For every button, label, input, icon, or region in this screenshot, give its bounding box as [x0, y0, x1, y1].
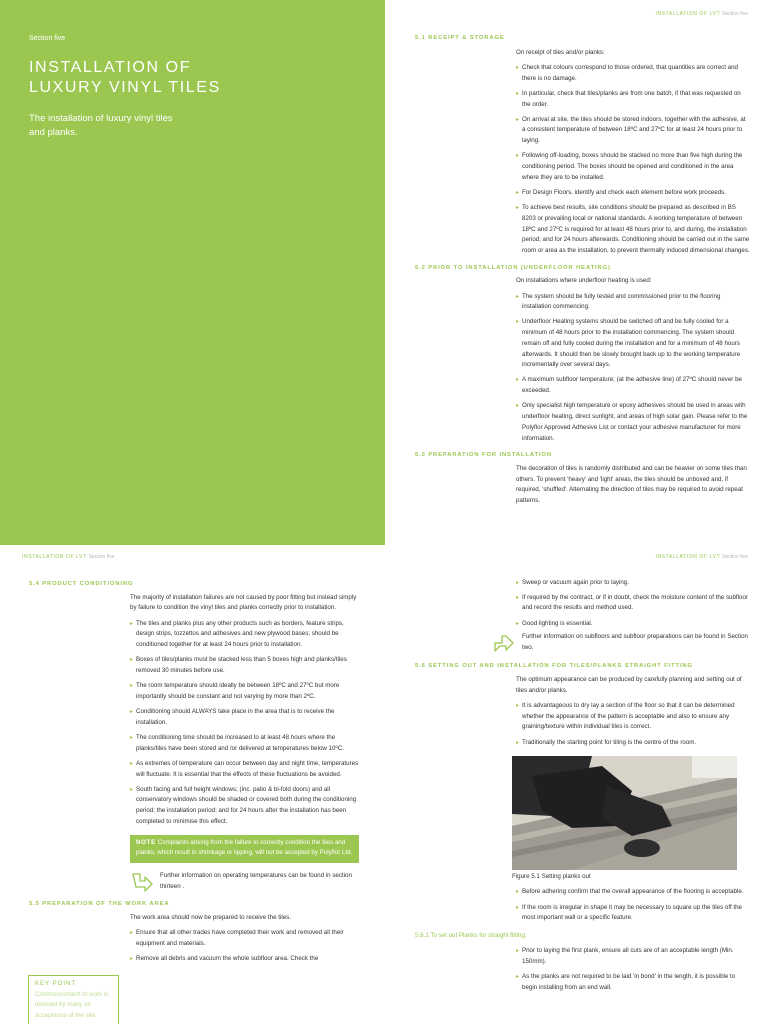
work-area-list-continued [516, 578, 750, 630]
list-item: ▸ Good lighting is essential. [516, 619, 750, 630]
page-4-column [415, 577, 750, 994]
key-point-box [28, 975, 119, 1024]
work-area-list [130, 928, 359, 965]
list-item: ▸ Check that colours correspond to those ordered, that quantities are correct and there is no damage. [516, 63, 750, 84]
heading-5-4: 5.4 PRODUCT CONDITIONING [29, 581, 134, 587]
list-item: ▸ As the planks are not required to be laid 'in bond' in the length, it is possible to begin installing from an end wall. [516, 972, 750, 993]
list-item: ▸ The conditioning time should be increased to at least 48 hours where the planks/tiles have been stored and /or delivered at temperatures below 10ºC. [130, 733, 359, 754]
setting-out-list [516, 701, 750, 748]
running-header-bottom-left [22, 554, 115, 560]
intro-line-2: and planks. [29, 127, 78, 138]
title-line-1: INSTALLATION OF [29, 59, 192, 76]
page-title [29, 58, 369, 98]
list-item: ▸ Only specialist high temperature or epoxy adhesives should be used in areas with underfloor heating, direct sunlight, and areas of high solar gain. Please refer to the Polyflor Approved Adhesive List or contact your adhesive manufacturer for more information. [516, 401, 750, 444]
heading-5-6-1: 5.6.1 To set out Planks for straight fitting: [415, 932, 527, 940]
list-item: ▸ Remove all debris and vacuum the whole subfloor area. Check the [130, 954, 359, 965]
planks-list [516, 946, 750, 993]
list-item: ▸ Prior to laying the first plank, ensure all cuts are of an acceptable length (Min. 150mm). [516, 946, 750, 967]
running-header-section: Section five [722, 11, 748, 17]
list-item: ▸ A maximum subfloor temperature; (at the adhesive line) of 27ºC should never be exceeded. [516, 375, 750, 396]
list-item: ▸ Underfloor Heating systems should be switched off and be fully cooled for a minimum of 48 hours prior to the installation commencing. The system should remain off and fully cooled during the installation and for a minimum of 48 hours afterwards. It should then be slowly brought back up to the working temperature incrementally over several days. [516, 317, 750, 371]
receipt-intro: On receipt of tiles and/or planks: [516, 48, 605, 56]
page-2-column [415, 33, 750, 507]
running-header-section: Section five [722, 554, 748, 560]
heading-5-1: 5.1 RECEIPT & STORAGE [415, 35, 505, 41]
running-header-bottom-right [655, 554, 748, 560]
work-area-intro: The work area should now be prepared to receive the tiles. [130, 913, 291, 921]
key-point-text: Commencement of work is deemed by many as acceptance of the site [35, 990, 109, 1020]
info-text: Further information on subfloors and subfloor preparations can be found in Section two. [522, 633, 748, 652]
section-cover-panel [0, 0, 385, 545]
list-item: ▸ It is advantageous to dry lay a section of the floor so that it can be determined whether the appearance of the pattern is acceptable and also to ensure any graining/texture within individual tiles is correct. [516, 701, 750, 733]
note-box [130, 835, 359, 863]
section-label: Section five [29, 35, 66, 42]
photo-illustration [512, 756, 737, 870]
arrow-pointer-icon [492, 632, 516, 654]
underfloor-intro: On installations where underfloor heating is used: [516, 277, 652, 285]
list-item: ▸ Ensure that all other trades have completed their work and removed all their equipment and materials. [130, 928, 359, 949]
list-item: ▸ To achieve best results, site conditions should be prepared as described in BS 8203 or prevailing local or national standards. A working temperature of between 18ºC and 27ºC is required for at least 48 hours prior to, and during, the installation period; and for 24 hours afterwards. Conditioning should be carried out in the same room or area as the installation, to prevent thermally induced dimensional changes. [516, 203, 750, 257]
underfloor-list [516, 292, 750, 445]
heading-5-3: 5.3 PREPARATION FOR INSTALLATION [415, 452, 552, 459]
conditioning-intro: The majority of installation failures are not caused by poor fitting but instead simply by failure to condition the vinyl tiles and planks correctly prior to installation. [130, 593, 357, 612]
receipt-list [516, 63, 750, 257]
confirm-list [516, 887, 750, 924]
running-header-title: INSTALLATION OF LVT [22, 554, 87, 560]
list-item: ▸ Sweep or vacuum again prior to laying. [516, 578, 750, 589]
list-item: ▸ The system should be fully tested and commissioned prior to the flooring installation commencing. [516, 292, 750, 313]
list-item: ▸ Boxes of tiles/planks must be stacked less than 5 boxes high and planks/tiles removed 30 minutes before use. [130, 655, 359, 676]
list-item: ▸ Following off-loading, boxes should be stacked no more than five high during the conditioning period. The boxes should be opened and conditioned in the area where they are to be installed. [516, 151, 750, 183]
list-item: ▸ The tiles and planks plus any other products such as borders, feature strips, design strips, tozzettos and adhesives and new plywood bases; should be conditioned together for at least 24 hours prior to installation. [130, 619, 359, 651]
running-header-title: INSTALLATION OF LVT [655, 554, 721, 560]
arrow-pointer-icon [130, 871, 154, 893]
page-3-column [29, 579, 359, 964]
title-line-2: LUXURY VINYL TILES [29, 79, 221, 96]
list-item: ▸ Before adhering confirm that the overall appearance of the flooring is acceptable. [516, 887, 750, 898]
heading-5-5: 5.5 PREPARATION OF THE WORK AREA [29, 900, 170, 907]
setting-planks-photo [512, 756, 737, 870]
running-header-title: INSTALLATION OF LVT [655, 11, 721, 17]
list-item: ▸ If required by the contract, or if in doubt, check the moisture content of the subfloor and record the results and method used. [516, 593, 750, 614]
preparation-body: The decoration of tiles is randomly distributed and can be heavier on some tiles than others. To prevent 'heavy' and 'light' areas, the tiles should be unboxed and, if required, 'shuffled'. Alternating the direction of tiles may be required to avoid repeat patterns. [516, 464, 747, 505]
intro-text [29, 112, 239, 140]
note-label: NOTE [136, 838, 156, 846]
conditioning-list [130, 619, 359, 828]
list-item: ▸ If the room is irregular in shape it may be necessary to square up the tiles off the most important wall or a specific feature. [516, 903, 750, 924]
running-header-top-right [655, 11, 748, 17]
heading-5-6: 5.6 SETTING OUT AND INSTALLATION FOR TILES/PLANKS STRAIGHT FITTING [415, 663, 693, 670]
figure-caption: Figure 5.1 Setting planks out [512, 873, 591, 881]
info-callout [130, 871, 359, 893]
key-point-label: KEY POINT [35, 980, 76, 987]
list-item: ▸ Conditioning should ALWAYS take place in the area that is to receive the installation. [130, 707, 359, 728]
info-text: Further information on operating temperatures can be found in section thirteen . [160, 871, 352, 890]
list-item: ▸ South facing and full height windows; (inc. patio & bi-fold doors) and all conservatory windows should be shaded or covered both during the conditioning period; the installation period; and for 24 hours after the installation has been completed to minimise this effect. [130, 785, 359, 828]
note-text: Complaints arising from the failure to correctly condition the tiles and planks, which result in shrinkage or lipping, will not be accepted by Polyflor Ltd. [136, 838, 353, 857]
heading-5-2: 5.2 PRIOR TO INSTALLATION (UNDERFLOOR HEATING) [415, 264, 611, 271]
info-callout [516, 632, 750, 654]
list-item: ▸ For Design Floors, identify and check each element before work proceeds. [516, 188, 750, 199]
intro-line-1: The installation of luxury vinyl tiles [29, 113, 173, 124]
setting-out-intro: The optimum appearance can be produced by carefully planning and setting out of tiles and/or planks. [516, 676, 742, 694]
list-item: ▸ Traditionally the starting point for tiling is the centre of the room. [516, 738, 750, 749]
list-item: ▸ As extremes of temperature can occur between day and night time, temperatures will fluctuate. It is essential that the effects of these fluctuations be avoided. [130, 759, 359, 780]
list-item: ▸ On arrival at site, the tiles should be stored indoors, together with the adhesive, at a consistent temperature of between 18ºC and 27ºC for at least 24 hours prior to laying. [516, 115, 750, 147]
running-header-section: Section five [88, 554, 115, 560]
list-item: ▸ The room temperature should ideally be between 18ºC and 27ºC but more importantly should be constant and not varying by more than 2ºC. [130, 681, 359, 702]
list-item: ▸ In particular, check that tiles/planks are from one batch, if that was requested on the order. [516, 89, 750, 110]
